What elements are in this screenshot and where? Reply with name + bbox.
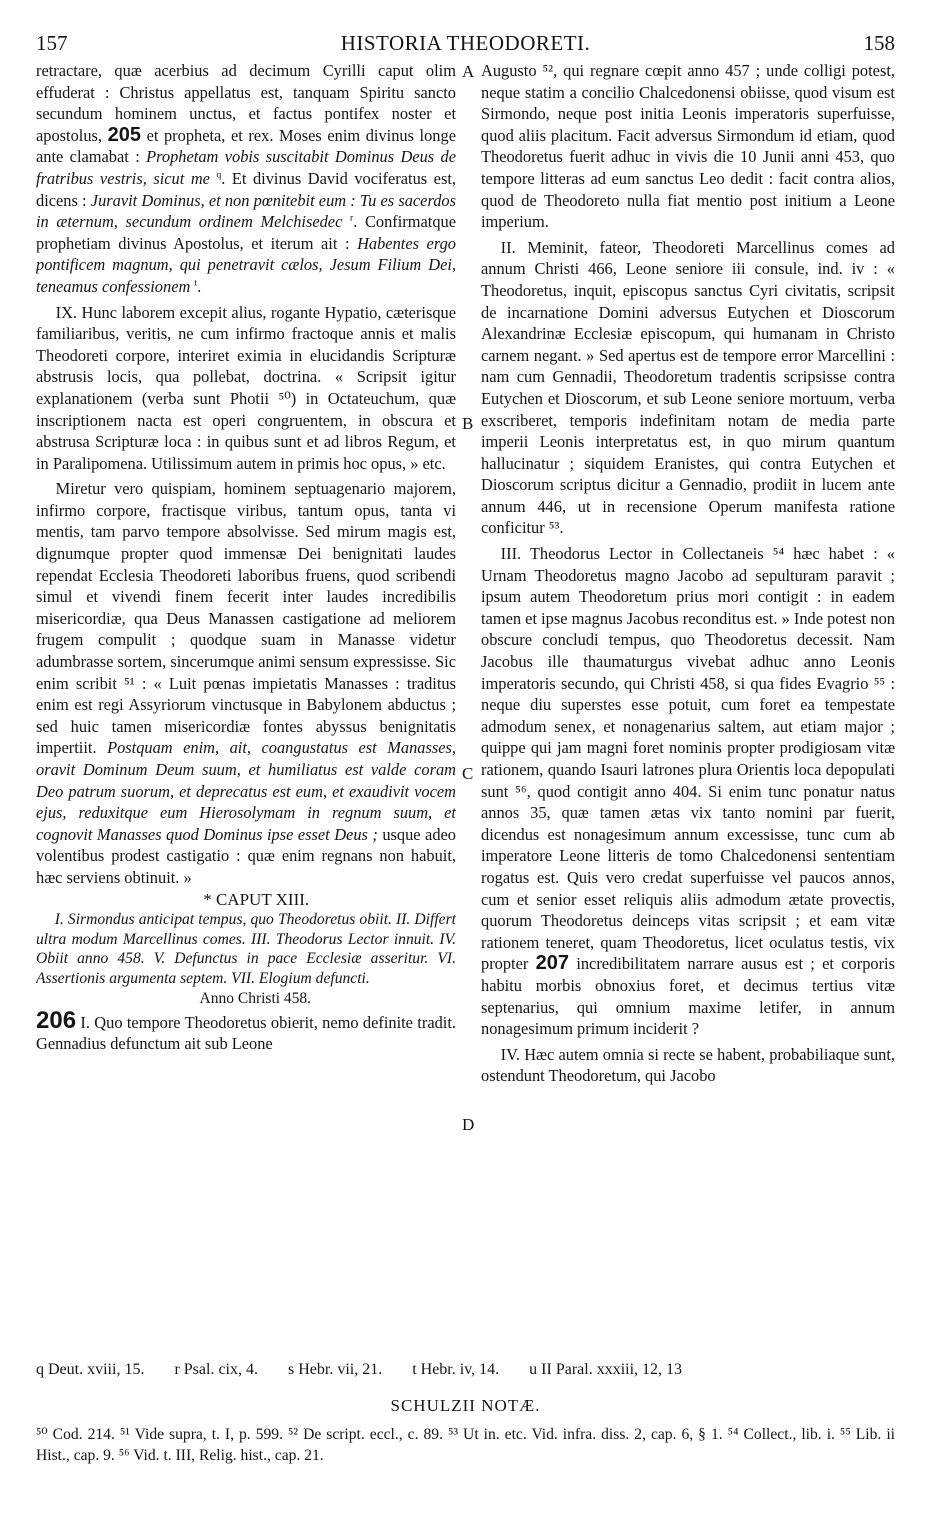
footnote: r Psal. cix, 4.	[174, 1361, 258, 1378]
quotation: Prophetam vobis suscitabit Dominus Deus de fratribus vestris, sicut me	[36, 147, 456, 188]
edition-page-number: 205	[107, 123, 141, 146]
footnote-marker: r	[350, 213, 354, 224]
quotation: Postquam enim, ait, coangustatus est Manasses, oravit Dominum Deum suum, et humiliatus est valde coram Deo patrum suorum, et deprecatus est eum, et exaudivit vocem ejus, reduxitque eum Hierosolymam in regnum suum, et cognovit Manasses quod Dominus ipse esset Deus ;	[36, 738, 456, 844]
text-run: . Et divinus David vociferatus est, dicens :	[36, 168, 456, 210]
page-number-right: 158	[863, 31, 895, 55]
margin-letter-a: A	[462, 62, 475, 81]
quotation: Habentes ergo pontificem magnum, qui penetravit cælos, Jesum Filium Dei, teneamus confessionem	[36, 233, 456, 296]
footnote: q Deut. xviii, 15.	[36, 1361, 145, 1378]
summary-text: I. Sirmondus anticipat tempus, quo Theodoretus obiit. II. Differt ultra modum Marcellinus comes. III. Theodorus Lector innuit. IV. Obiit anno 458. V. Defunctus in pace Ecclesiæ asseritur. VI. Assertionis argumenta septem. VII. Elogium defuncti.	[36, 911, 456, 987]
footnote-marker: q	[216, 170, 222, 181]
chapter-summary	[36, 910, 456, 988]
text-run: III. Theodorus Lector in Collectaneis ⁵⁴ hæc habet : « Urnam Theodoretus magno Jacobo ad sepulturam paravit ; ipsum autem Theodoretum prius mori contigit : in eadem tamen et ipse magnus Jacobus reconditus est. » Inde potest non obscure concludi tempus, quo Theodoretus decessit. Nam Jacobus ille thaumaturgus vivebat adhuc anno Leonis imperatoris secundo, qui Christi 458, si qua fides Evagrio ⁵⁵ : neque diu superstes esse potuit, cum foret ea tempestate admodum senex, et nonagenarius saltem, aut etiam major ; quippe qui jam magni foret nominis propter prodigiosam vitæ rationem, quando Isauri latrones plura Orientis loca depopulati sunt ⁵⁶, quod contigit anno 404. Si enim tunc ponatur natus annos 35, quæ tamen ætas vix tanto nomini par fuerit, dicendus est nonagesimum annum excessisse, tunc cum ab imperatore Leone litteris de tomo Chalcedonensi sententiam rogatus est. Quis vero credat superfuisse vel paucos annos, cum et senior esset reliquis aliis admodum ætate provectis, quorum Theodoretus deinceps vitas scripsit ; et eam vitæ rationem teneret, quam Theodoretus, licet oculatus testis, vix propter	[481, 544, 895, 974]
edition-page-number: 206	[36, 1006, 77, 1034]
text-run: retractare, quæ acerbius ad decimum Cyrilli caput olim effuderat : Christus appellatus est, tanquam Spiritu sancto secundum hominem unctus, et factus pontifex noster et apostolus,	[36, 61, 456, 145]
footnote: u II Paral. xxxiii, 12, 13	[529, 1361, 683, 1378]
right-column	[481, 60, 895, 1350]
text-run: I. Quo tempore Theodoretus obierit, nemo definite tradit. Gennadius defunctum ait sub Leone	[36, 1012, 456, 1054]
notes-title: SCHULZII NOTÆ.	[390, 1396, 541, 1415]
running-header	[36, 30, 895, 56]
footnote: s Hebr. vii, 21.	[287, 1361, 383, 1378]
text-run: Miretur vero quispiam, hominem septuagenario majorem, infirmo corpore, fractisque viribus, tantum opus, tanta vi mentis, tam parvo tempore absolvisse. Sed mirum magis est, dignumque propter quod immensæ Dei benignitati laudes rependat Ecclesia Theodoreti laboribus fruens, quod scribendi simul et vivendi finem fecerit inter laudes incredibilis misericordiæ, qua Deus Manassen castigatione ad meliorem frugem compulit ; quodque suam in Manasse videtur adumbrasse sortem, sincerumque animi sensum expressisse. Sic enim scribit ⁵¹ : « Luit pœnas impietatis Manasses : traditus enim est regi Assyriorum vinctusque in Babylonem abductus ; sed huic tamen misericordiæ fontes abyssus benignitatis impertiit.	[36, 479, 456, 758]
editor-notes: ⁵⁰ Cod. 214. ⁵¹ Vide supra, t. I, p. 599. ⁵² De script. eccl., c. 89. ⁵³ Ut in. etc. Vid. infra. diss. 2, cap. 6, § 1. ⁵⁴ Collect., lib. i. ⁵⁵ Lib. ii Hist., cap. 9. ⁵⁶ Vid. t. III, Relig. hist., cap. 21.	[36, 1426, 895, 1464]
paragraph: II. Meminit, fateor, Theodoreti Marcellinus comes ad annum Christi 466, Leone seniore iii consule, ind. iv : « Theodoretus, inquit, episcopus sanctus Cyri civitatis, scripsit de incarnatione Domini adversus Eutychen et Dioscorum Alexandrinæ Ecclesiæ episcopum, qui humanam in Christo carnem negant. » Sed apertus est de tempore error Marcellini : nam cum Gennadii, Theodoretum tradentis scripsisse contra Eutychen et Dioscorum, et sub Leone seniore mortuum, verba exscriberet, temporis indefinitam notam de media parte imperii Leonis interpretatus est, in quo mirum quantum hallucinatur ; siquidem Eranistes, qui contra Eutychen et Dioscorum scriptus dicitur a Gennadio, prodiit in lucem ante annum 446, ut in recensione Operum manifesta ratione conficitur ⁵³.	[481, 237, 895, 538]
paragraph: retractare, quæ acerbius ad decimum Cyrilli caput olim effuderat : Christus appellatus est, tanquam Spiritu sancto secundum hominem unctus, et factus pontifex noster et apostolus, 205 et propheta, et rex. Moses enim divinus longe ante clamabat : Prophetam vobis suscitabit Dominus Deus de fratribus vestris, sicut me $^q$. Et divinus David vociferatus est, dicens : Juravit Dominus, et non pœnitebit eum : Tu es sacerdos in æternum, secundum ordinem Melchisedec $^r$. Confirmatque prophetiam divinus Apostolus, et iterum ait : Habentes ergo pontificem magnum, qui penetravit cælos, Jesum Filium Dei, teneamus confessionem $^t$.	[36, 61, 456, 296]
paragraph	[36, 478, 456, 888]
quotation: Juravit Dominus, et non pœnitebit eum : Tu es sacerdos in æternum, secundum ordinem Melchisedec	[36, 190, 456, 232]
chapter-heading: * CAPUT XIII.	[203, 889, 310, 909]
paragraph	[36, 1006, 456, 1055]
paragraph: Augusto ⁵², qui regnare cœpit anno 457 ; unde colligi potest, neque statim a concilio Chalcedonensi obiisse, quod visum est Sirmondo, neque post initia Leonis imperatoris superfuisse, quod aliis placitum. Facit adversus Sirmondum id etiam, quod Theodoretus fuerit adhuc in vivis die 10 Junii anni 453, quo tempore litteras ad eum sanctus Leo dedit : facit contra alios, quod de Theodoreto nulla fiat mentio post initium a Leone imperium.	[481, 61, 895, 232]
margin-letter-c: C	[462, 764, 474, 783]
left-column	[36, 60, 456, 1350]
footnote: t Hebr. iv, 14.	[412, 1361, 500, 1378]
paragraph	[481, 543, 895, 1040]
margin-letter-b: B	[462, 414, 474, 433]
text-run: incredibilitatem narrare ausus est ; et corporis habitu morbis obnoxius foret, et decimus tertius vitæ septenarius, qui omnium maxime letifer, in annum nonagesimum primum inciderit ?	[481, 954, 895, 1039]
year-heading: Anno Christi 458.	[199, 990, 312, 1008]
page-number-left: 157	[36, 31, 68, 55]
footnotes	[36, 1360, 895, 1380]
running-title: HISTORIA THEODORETI.	[340, 31, 591, 55]
paragraph: IV. Hæc autem omnia si recte se habent, probabiliaque sunt, ostendunt Theodoretum, qui Jacobo	[481, 1044, 895, 1086]
margin-letter-d: D	[462, 1115, 475, 1134]
footnote-marker: t	[194, 278, 198, 289]
paragraph: IX. Hunc laborem excepit alius, rogante Hypatio, cæterisque familiaribus, veritis, ne cum infirmo fractoque annis et malis Theodoreti corpore, interiret eximia in elucidandis Scripturæ abstrusis locis, qua pollebat, doctrina. « Scripsit igitur explanationem (verba sunt Photii ⁵⁰) in Octateuchum, quæ inscriptionem nacta est operi congruentem, in obscura et abstrusa Scripturæ loca : in quibus sunt et ad libros Regum, et in Paralipomena. Utilissimum autem in primis hoc opus, » etc.	[36, 302, 456, 473]
text-run: et propheta, et rex. Moses enim divinus longe ante clamabat :	[36, 125, 456, 167]
edition-page-number: 207	[535, 952, 570, 975]
text-run: usque adeo volentibus prodest castigatio : quæ enim regnans non habuit, hæc serviens obtinuit. »	[36, 824, 456, 887]
text-run: . Confirmatque prophetiam divinus Apostolus, et iterum ait :	[36, 212, 456, 253]
